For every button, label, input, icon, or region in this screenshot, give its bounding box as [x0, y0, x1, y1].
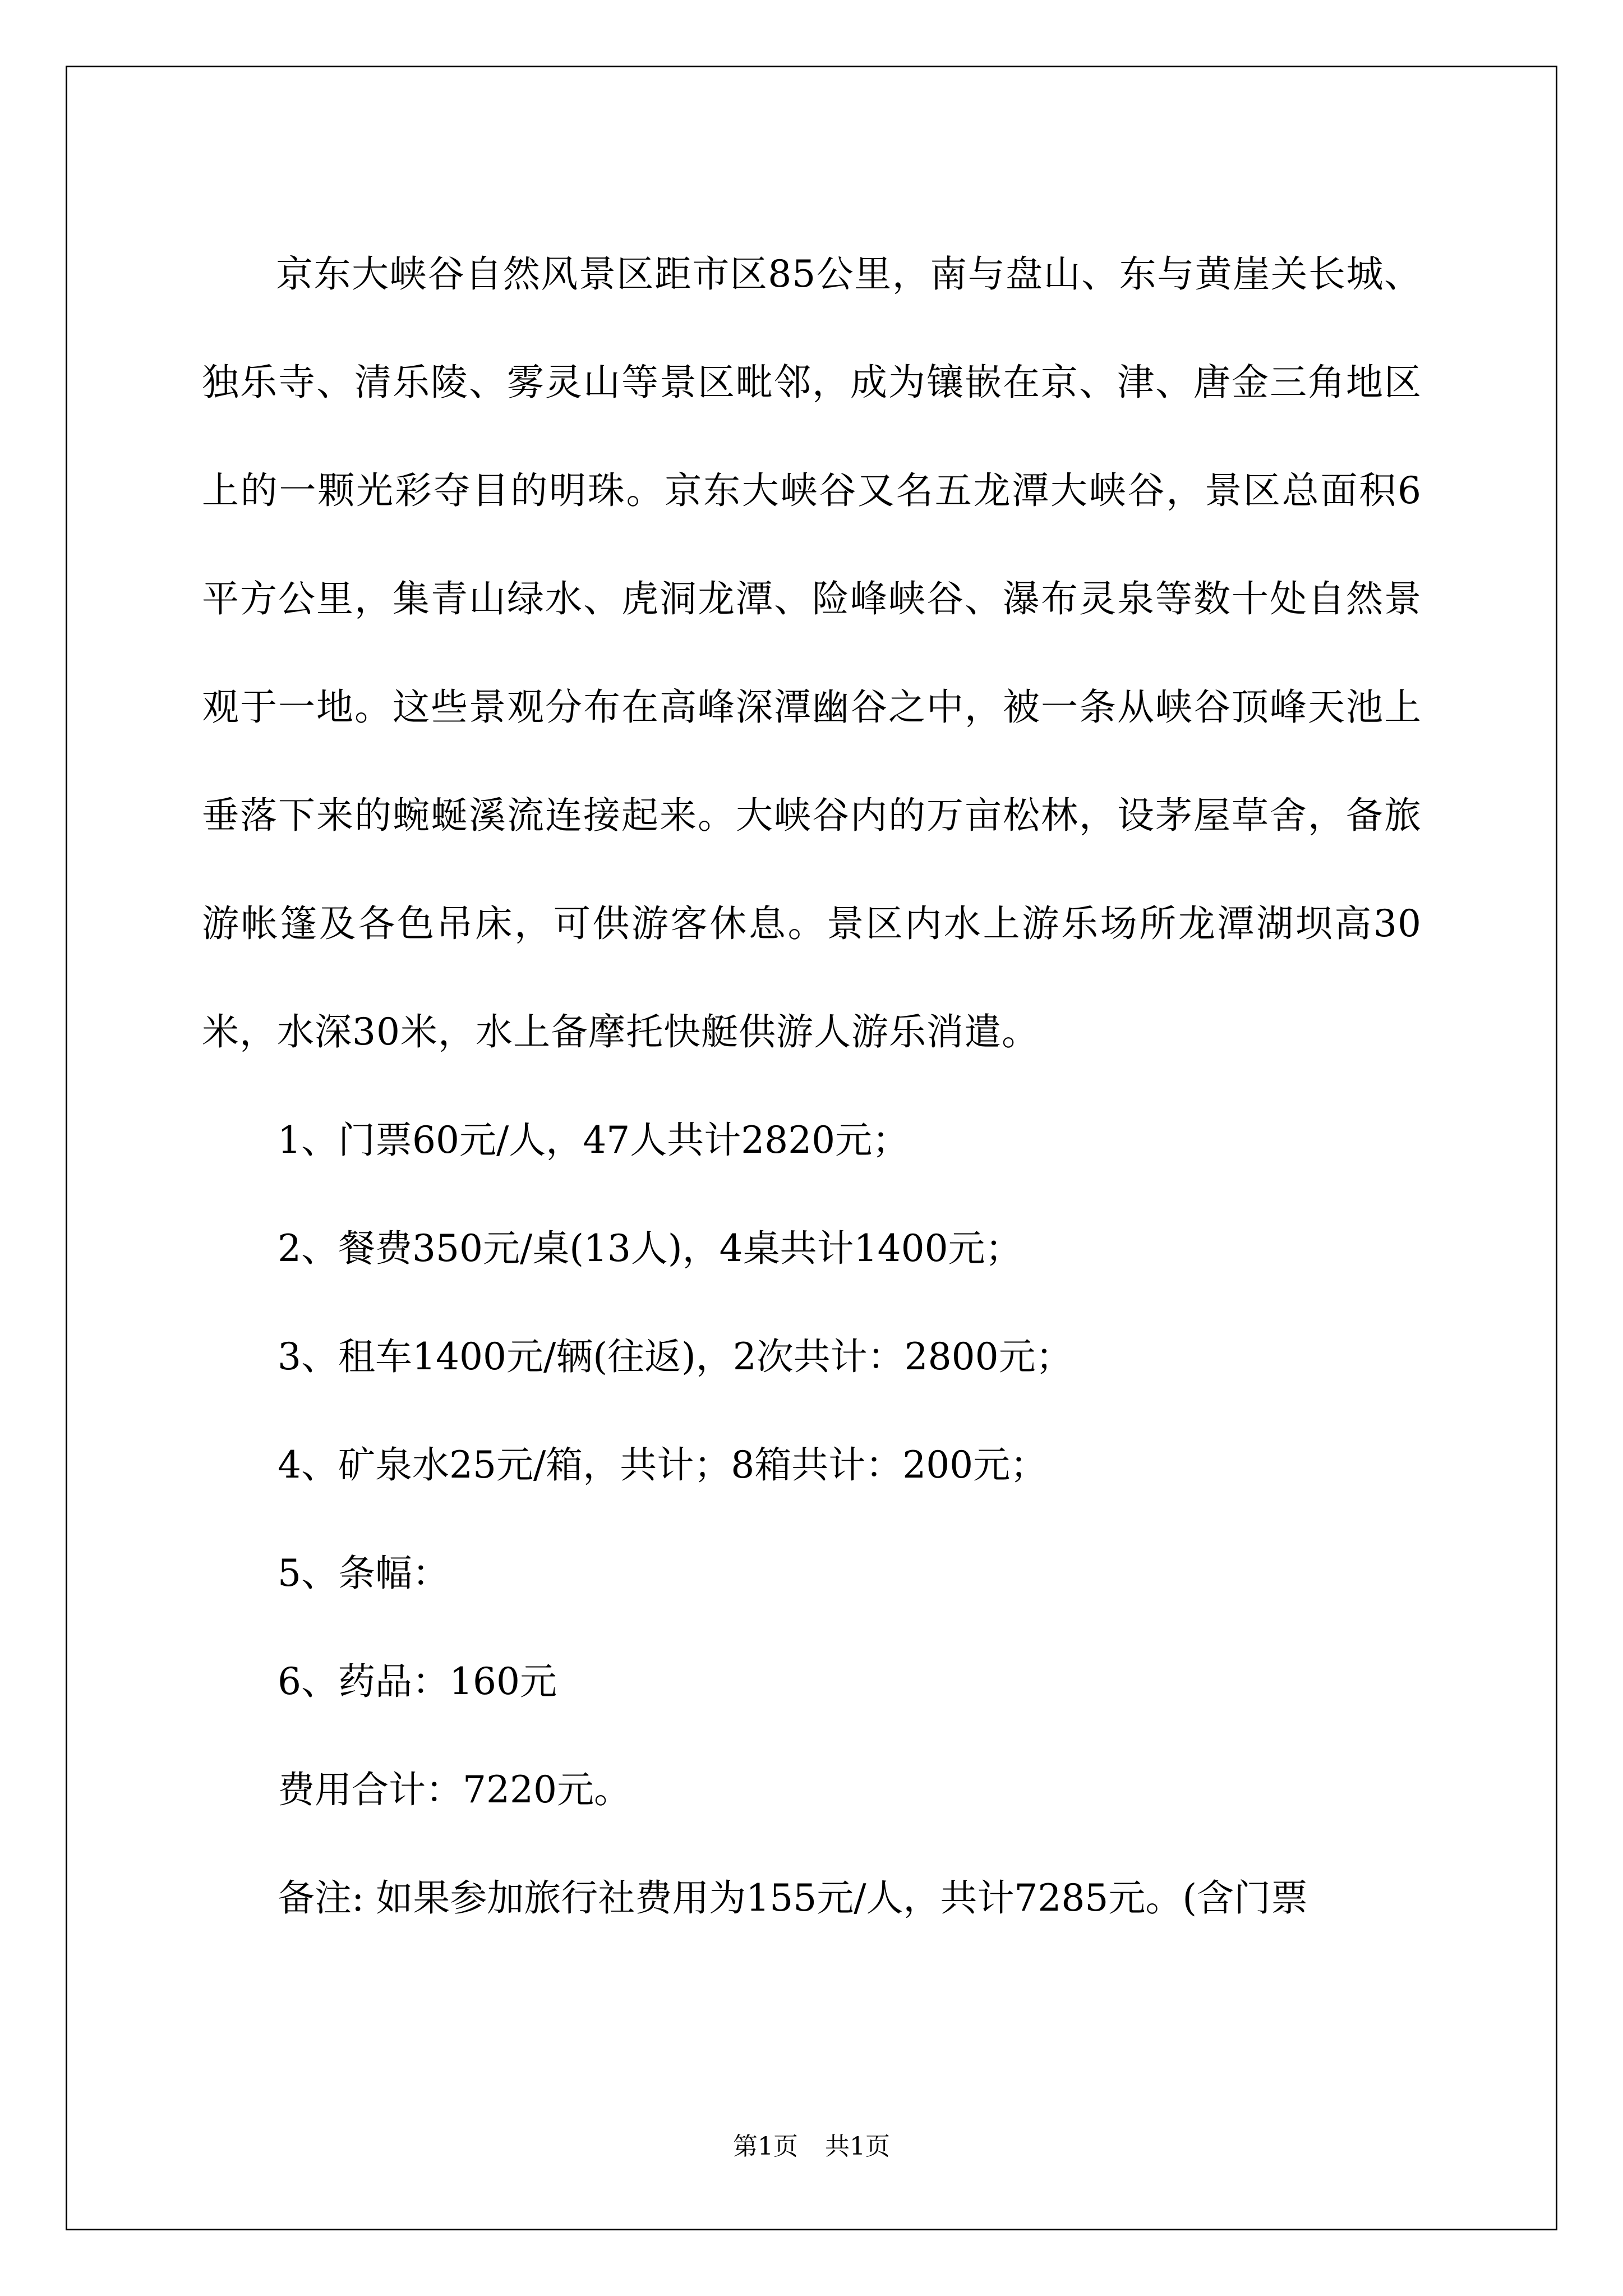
expense-item-medicine: 6、药品：160元 [278, 1660, 557, 1703]
expense-item-banner: 5、条幅： [278, 1552, 449, 1595]
expense-note: 备注: 如果参加旅行社费用为155元/人，共计7285元。(含门票 [278, 1876, 1308, 1920]
expense-item-car-rental: 3、租车1400元/辆(往返)，2次共计：2800元； [278, 1335, 1073, 1378]
page-total: 共1页 [825, 2132, 890, 2161]
document-body [202, 220, 1422, 1952]
expense-total: 费用合计：7220元。 [278, 1768, 631, 1811]
page-footer [0, 2130, 1623, 2164]
page-number: 第1页 [733, 2132, 798, 2161]
expense-item-water: 4、矿泉水25元/箱，共计；8箱共计：200元； [278, 1443, 1048, 1487]
expense-item-tickets: 1、门票60元/人，47人共计2820元； [278, 1119, 910, 1162]
expense-item-meals: 2、餐费350元/桌(13人)，4桌共计1400元； [278, 1227, 1022, 1270]
intro-paragraph: 京东大峡谷自然风景区距市区85公里，南与盘山、东与黄崖关长城、独乐寺、清乐陵、雾灵山等景区毗邻，成为镶嵌在京、津、唐金三角地区上的一颗光彩夺目的明珠。京东大峡谷又名五龙潭大峡谷，景区总面积6平方公里，集青山绿水、虎洞龙潭、险峰峡谷、瀑布灵泉等数十处自然景观于一地。这些景观分布在高峰深潭幽谷之中，被一条从峡谷顶峰天池上垂落下来的蜿蜒溪流连接起来。大峡谷内的万亩松林，设茅屋草舍，备旅游帐篷及各色吊床，可供游客休息。景区内水上游乐场所龙潭湖坝高30米，水深30米，水上备摩托快艇供游人游乐消遣。 [202, 252, 1422, 1053]
